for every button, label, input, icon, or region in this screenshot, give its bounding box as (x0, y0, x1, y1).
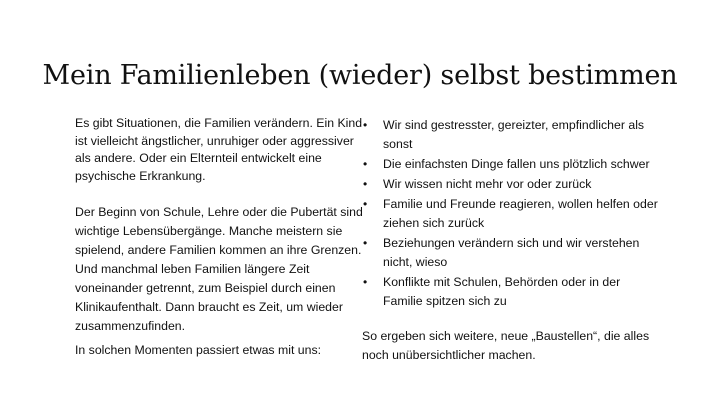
bullet-icon: • (363, 275, 368, 289)
bullet-icon: • (363, 118, 368, 132)
list-item (362, 175, 662, 194)
right-column (362, 116, 662, 362)
list-item (362, 155, 662, 174)
moments-paragraph: In solchen Momenten passiert etwas mit uns: (75, 343, 322, 357)
list-item-text: Wir wissen nicht mehr vor oder zurück (383, 177, 592, 191)
list-item-text: Familie und Freunde reagieren, wollen helfen oder ziehen sich zurück (383, 197, 658, 230)
list-item (362, 116, 662, 154)
list-item (362, 234, 662, 272)
effects-list (362, 116, 662, 311)
closing-paragraph: So ergeben sich weitere, neue „Baustellen“, die alles noch unübersichtlicher machen. (362, 329, 650, 362)
intro-paragraph: Es gibt Situationen, die Familien verändern. Ein Kind ist vielleicht ängstlicher, unruhiger oder aggressiver als andere. Oder ein Elternteil entwickelt eine psychische Erkrankung. (75, 116, 363, 183)
list-item (362, 273, 662, 311)
list-item-text: Wir sind gestresster, gereizter, empfindlicher als sonst (383, 118, 645, 151)
list-item-text: Konflikte mit Schulen, Behörden oder in der Familie spitzen sich zu (383, 275, 621, 308)
list-item-text: Die einfachsten Dinge fallen uns plötzlich schwer (383, 157, 650, 171)
list-item-text: Beziehungen verändern sich und wir verstehen nicht, wieso (383, 236, 640, 269)
bullet-icon: • (363, 177, 368, 191)
list-item (362, 195, 662, 233)
left-column (75, 115, 370, 357)
transitions-paragraph: Der Beginn von Schule, Lehre oder die Pubertät sind wichtige Lebensübergänge. Manche meistern sie spielend, andere Familien kommen an ihre Grenzen. Und manchmal leben Familien längere Zeit voneinander getrennt, zum Beispiel durch einen Klinikaufenthalt. Dann braucht es Zeit, um wieder zusammenzufinden. (75, 205, 363, 333)
bullet-icon: • (363, 157, 368, 171)
bullet-icon: • (363, 197, 368, 211)
slide-title: Mein Familienleben (wieder) selbst bestimmen (42, 60, 678, 91)
bullet-icon: • (363, 236, 368, 250)
